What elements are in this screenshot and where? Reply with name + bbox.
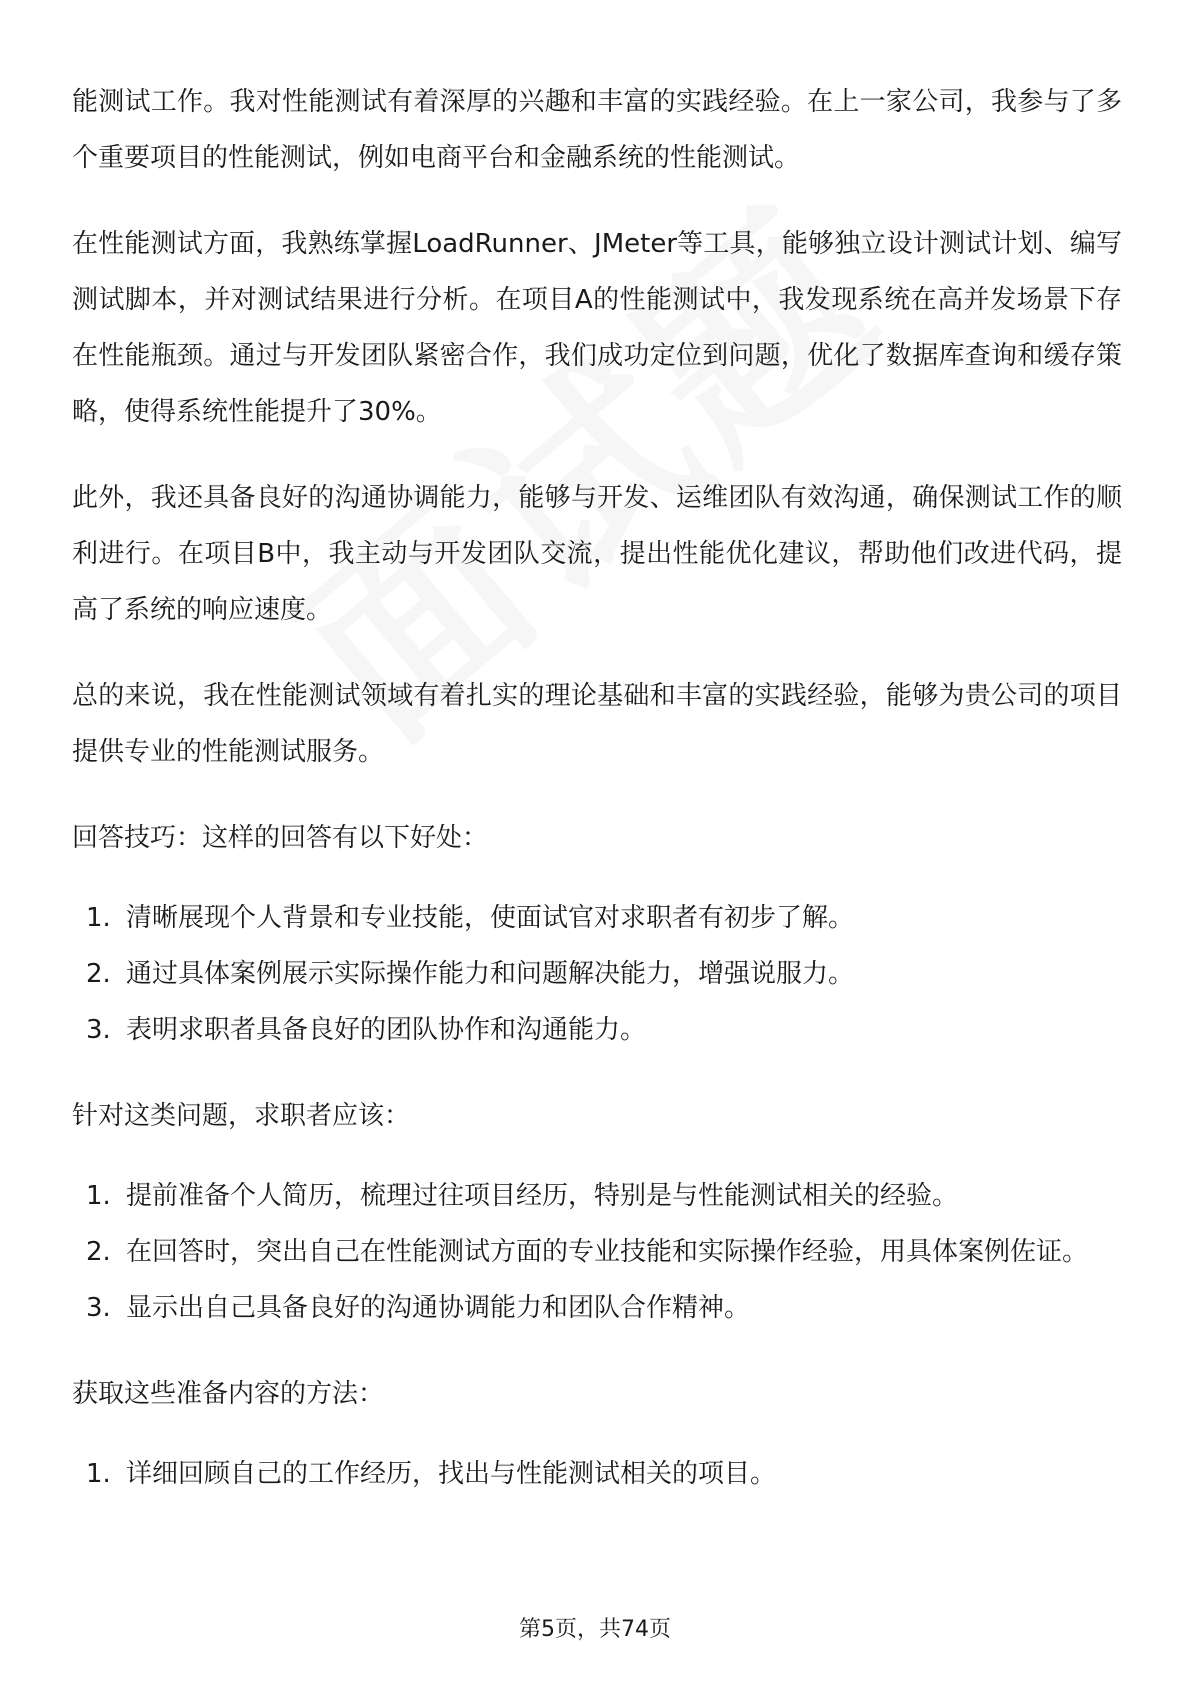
list-item	[72, 1280, 1122, 1336]
methods-list	[72, 1446, 1122, 1502]
list-item-text: 显示出自己具备良好的沟通协调能力和团队合作精神。	[126, 1293, 751, 1323]
paragraph-advice-heading: 针对这类问题，求职者应该：	[72, 1101, 411, 1131]
paragraph-answer-tips: 回答技巧：这样的回答有以下好处：	[72, 823, 489, 853]
list-item	[72, 1224, 1122, 1280]
paragraph-summary: 总的来说，我在性能测试领域有着扎实的理论基础和丰富的实践经验，能够为贵公司的项目提供专业的性能测试服务。	[72, 681, 1122, 767]
list-item-text: 提前准备个人简历，梳理过往项目经历，特别是与性能测试相关的经验。	[126, 1181, 959, 1211]
list-item-number: 1.	[86, 903, 111, 933]
benefits-list	[72, 890, 1122, 1058]
list-item-number: 1.	[86, 1181, 111, 1211]
list-item	[72, 946, 1122, 1002]
paragraph-intro-continued: 能测试工作。我对性能测试有着深厚的兴趣和丰富的实践经验。在上一家公司，我参与了多个重要项目的性能测试，例如电商平台和金融系统的性能测试。	[72, 87, 1122, 173]
page-footer	[0, 1612, 1190, 1643]
list-item	[72, 1446, 1122, 1502]
paragraph-communication: 此外，我还具备良好的沟通协调能力，能够与开发、运维团队有效沟通，确保测试工作的顺利进行。在项目B中，我主动与开发团队交流，提出性能优化建议，帮助他们改进代码，提高了系统的响应速度。	[72, 483, 1122, 625]
document-body	[72, 74, 1122, 1532]
list-item-text: 清晰展现个人背景和专业技能，使面试官对求职者有初步了解。	[126, 903, 855, 933]
paragraph-skills: 在性能测试方面，我熟练掌握LoadRunner、JMeter等工具，能够独立设计测试计划、编写测试脚本，并对测试结果进行分析。在项目A的性能测试中，我发现系统在高并发场景下存在性能瓶颈。通过与开发团队紧密合作，我们成功定位到问题，优化了数据库查询和缓存策略，使得系统性能提升了30%。	[72, 229, 1122, 427]
list-item-number: 1.	[86, 1459, 111, 1489]
advice-list	[72, 1168, 1122, 1336]
page-number: 第5页，共74页	[519, 1617, 671, 1642]
list-item-text: 表明求职者具备良好的团队协作和沟通能力。	[126, 1015, 647, 1045]
list-item	[72, 1002, 1122, 1058]
list-item	[72, 890, 1122, 946]
paragraph-methods-heading: 获取这些准备内容的方法：	[72, 1379, 385, 1409]
list-item-text: 通过具体案例展示实际操作能力和问题解决能力，增强说服力。	[126, 959, 855, 989]
list-item-number: 2.	[86, 1237, 111, 1267]
list-item-number: 3.	[86, 1015, 111, 1045]
list-item-text: 在回答时，突出自己在性能测试方面的专业技能和实际操作经验，用具体案例佐证。	[126, 1237, 1089, 1267]
list-item-text: 详细回顾自己的工作经历，找出与性能测试相关的项目。	[126, 1459, 777, 1489]
list-item	[72, 1168, 1122, 1224]
list-item-number: 2.	[86, 959, 111, 989]
list-item-number: 3.	[86, 1293, 111, 1323]
